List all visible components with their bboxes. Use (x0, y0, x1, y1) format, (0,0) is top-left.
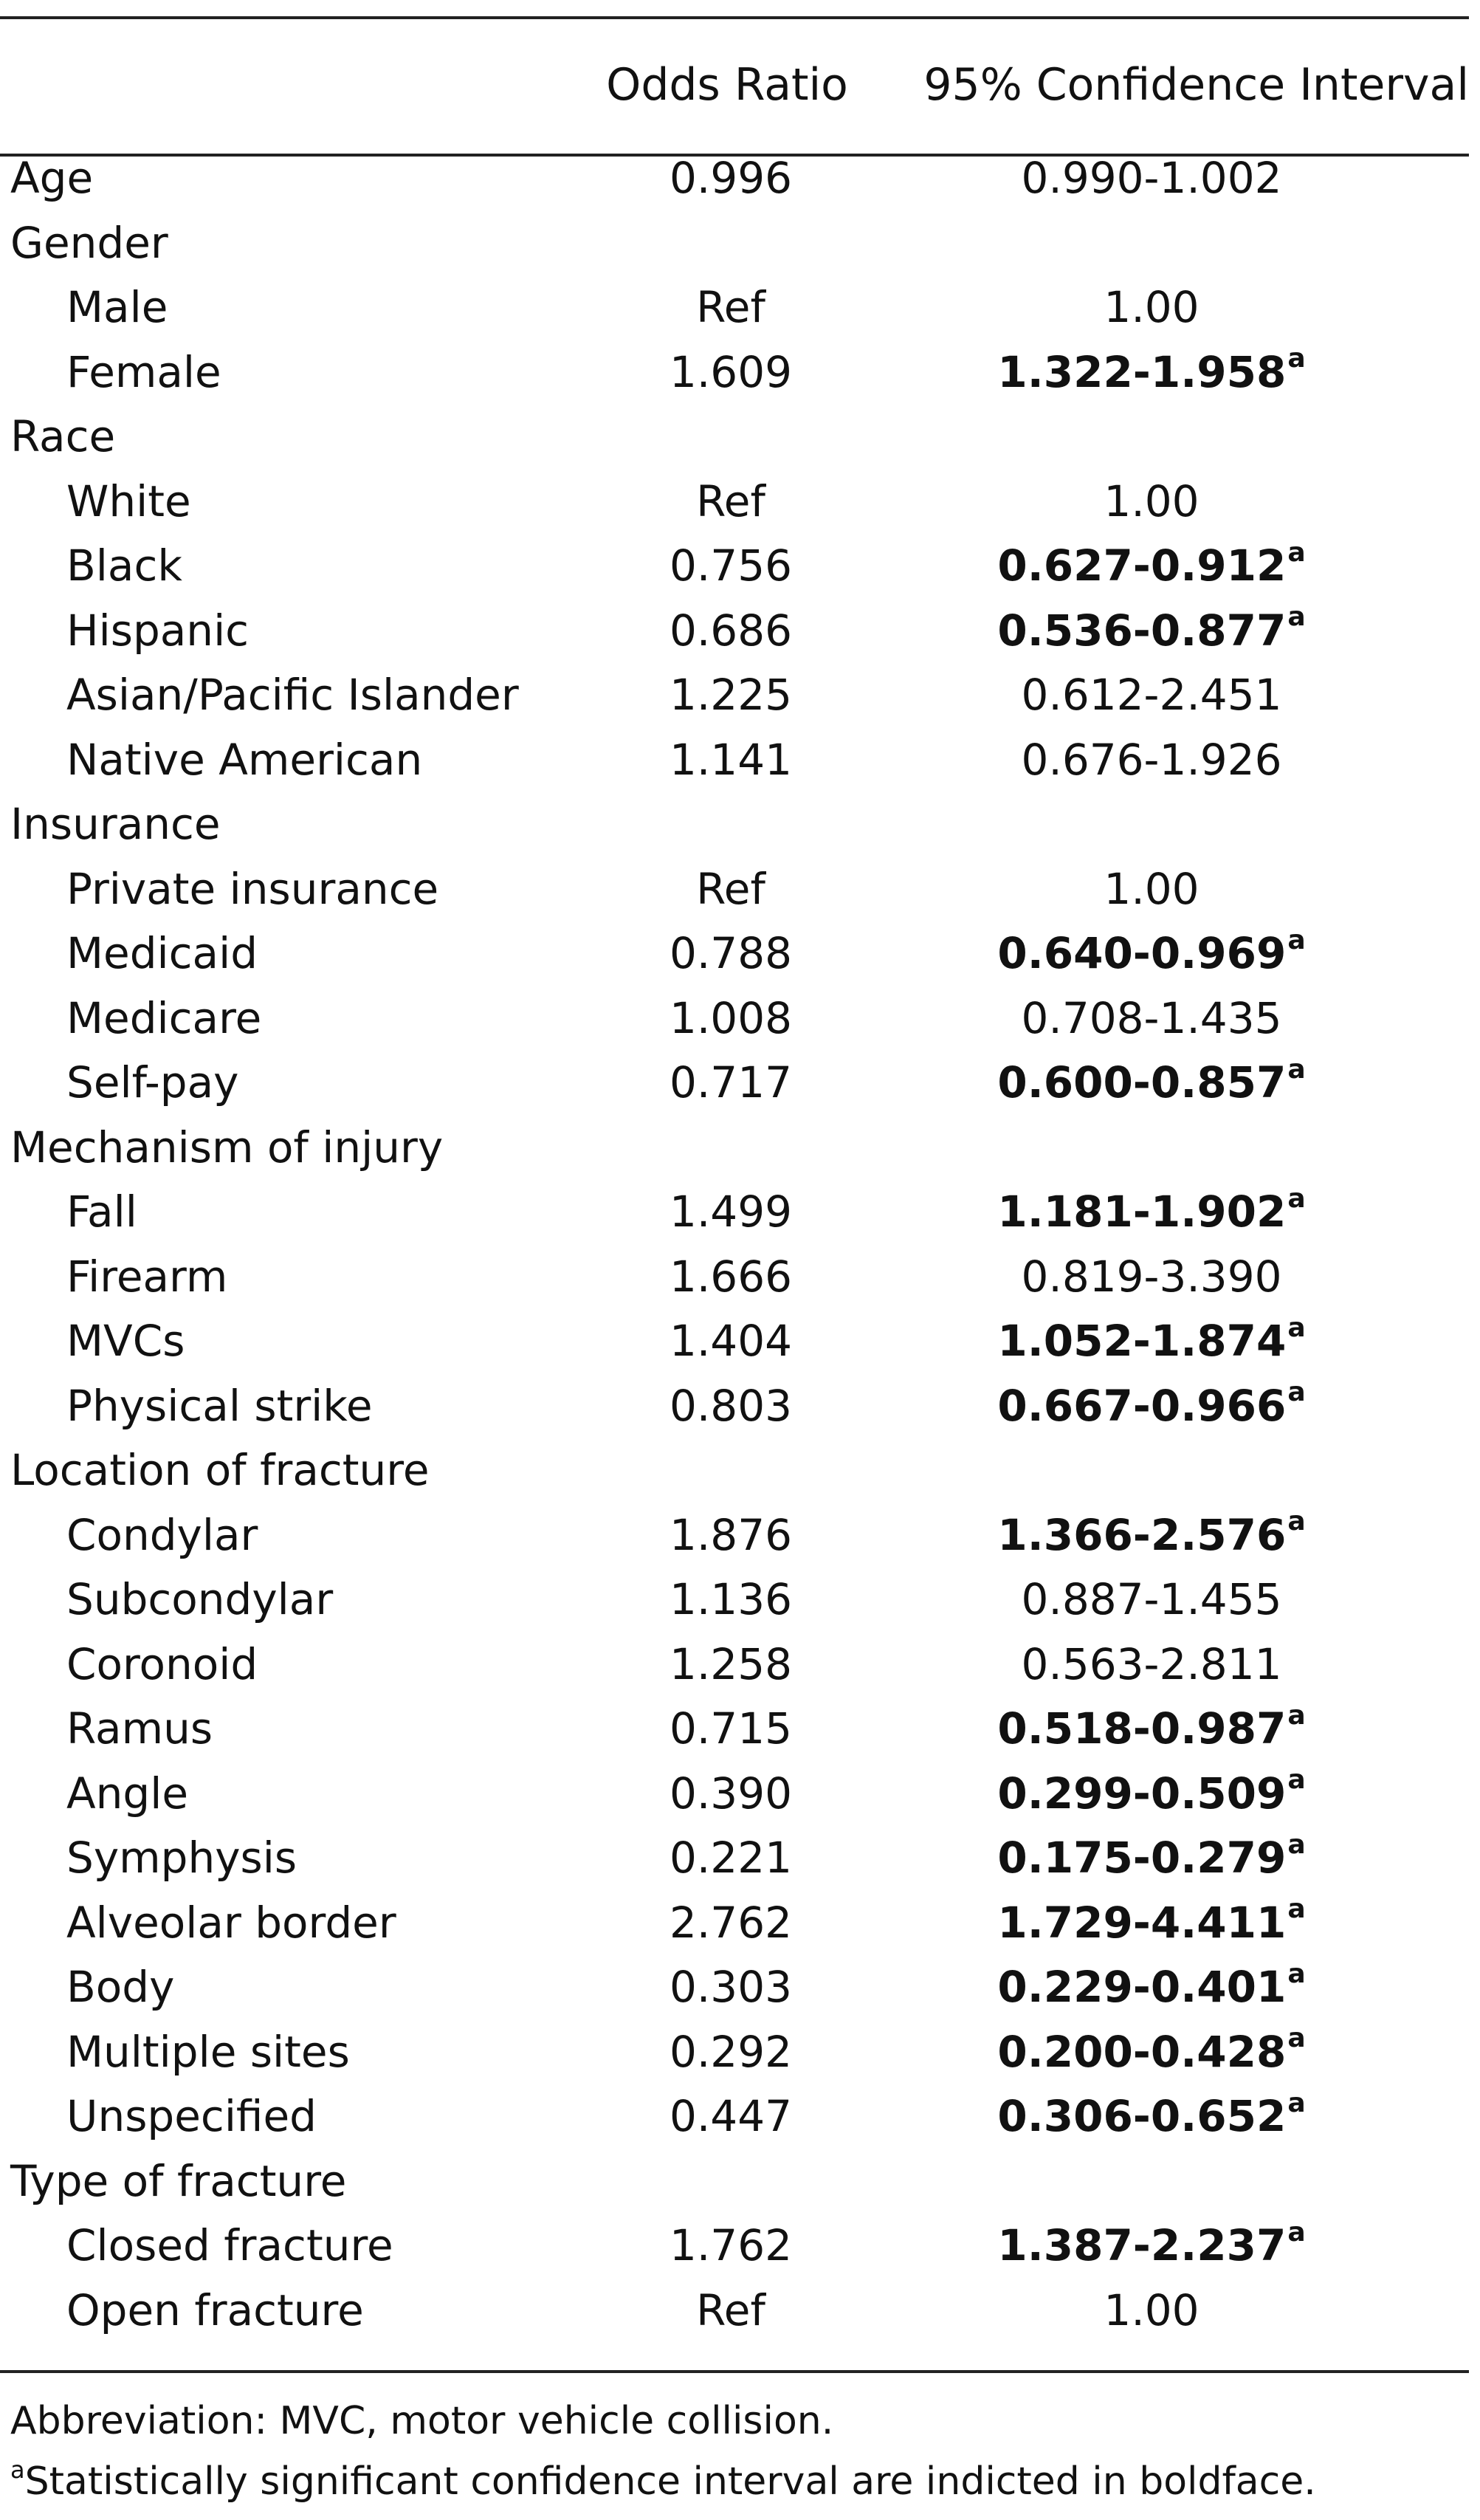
row-odds-ratio: 0.803 (669, 1380, 793, 1431)
significance-marker: a (1287, 1377, 1306, 1408)
row-confidence-interval (886, 2279, 1417, 2344)
footnote-marker: a (10, 2455, 25, 2484)
significance-marker: a (1287, 1765, 1306, 1796)
row-label: White (66, 475, 191, 526)
row-ci-value: 1.366-2.576 (997, 1509, 1287, 1560)
table-footnotes (10, 2391, 1464, 2512)
row-label: Closed fracture (66, 2220, 393, 2270)
table-row (0, 2214, 1469, 2279)
row-label: Body (66, 1962, 175, 2012)
table-group-row (0, 2149, 1469, 2214)
table-group-row (0, 1438, 1469, 1503)
table-row (0, 1309, 1469, 1374)
row-ci-value: 0.306-0.652 (997, 2091, 1287, 2141)
row-label: Coronoid (66, 1638, 258, 1689)
row-label: Condylar (66, 1509, 258, 1560)
table-row (0, 857, 1469, 922)
row-label: Ramus (66, 1703, 213, 1754)
table-group-row (0, 211, 1469, 276)
significance-marker: a (1287, 1829, 1306, 1860)
row-ci-value: 0.299-0.509 (997, 1768, 1287, 1819)
row-confidence-interval (886, 2084, 1417, 2149)
row-label: Mechanism of injury (10, 1122, 444, 1173)
row-confidence-interval (886, 1568, 1417, 1632)
footnote-abbreviation: Abbreviation: MVC, motor vehicle collision. (10, 2399, 834, 2443)
table-row (0, 1180, 1469, 1245)
table-top-rule (0, 16, 1469, 19)
row-odds-ratio: 1.666 (669, 1251, 793, 1302)
row-ci-value: 1.00 (1104, 863, 1200, 914)
row-ci-value: 1.729-4.411 (997, 1897, 1287, 1948)
row-ci-value: 0.600-0.857 (997, 1057, 1287, 1108)
row-label: Asian/Pacific Islander (66, 670, 519, 720)
row-odds-ratio: 1.141 (669, 734, 793, 785)
significance-marker: a (1287, 2087, 1306, 2118)
table-row (0, 1374, 1469, 1439)
significance-marker: a (1287, 1312, 1306, 1343)
significance-marker: a (1287, 924, 1306, 955)
row-ci-value: 0.640-0.969 (997, 928, 1287, 978)
significance-marker: a (1287, 1894, 1306, 1925)
row-label: Native American (66, 734, 423, 785)
row-confidence-interval (886, 1891, 1417, 1956)
row-odds-ratio: 0.996 (669, 153, 793, 203)
row-ci-value: 1.387-2.237 (997, 2220, 1287, 2270)
row-ci-value: 1.00 (1104, 2284, 1200, 2335)
table-row (0, 1568, 1469, 1632)
significance-marker: a (1287, 602, 1306, 633)
row-confidence-interval (886, 1697, 1417, 1762)
row-confidence-interval (886, 1374, 1417, 1439)
row-ci-value: 0.536-0.877 (997, 605, 1287, 656)
row-odds-ratio: 0.756 (669, 540, 793, 591)
footnote-significance (10, 2451, 1464, 2512)
row-label: Multiple sites (66, 2026, 350, 2077)
row-confidence-interval (886, 146, 1417, 211)
table-row (0, 921, 1469, 986)
row-odds-ratio: Ref (696, 282, 765, 332)
row-label: Age (10, 153, 94, 203)
table-row (0, 275, 1469, 340)
row-label: Alveolar border (66, 1897, 396, 1948)
row-label: Female (66, 346, 221, 397)
row-ci-value: 0.563-2.811 (1021, 1638, 1282, 1689)
table-row (0, 2279, 1469, 2344)
table-row (0, 1245, 1469, 1310)
row-label: Medicare (66, 992, 262, 1043)
significance-marker: a (1287, 1183, 1306, 1214)
table-row (0, 534, 1469, 599)
row-odds-ratio: 1.136 (669, 1574, 793, 1624)
row-ci-value: 0.612-2.451 (1021, 670, 1282, 720)
significance-marker: a (1287, 1054, 1306, 1085)
row-confidence-interval (886, 663, 1417, 728)
table-row (0, 1955, 1469, 2020)
row-odds-ratio: 2.762 (669, 1897, 793, 1948)
significance-marker: a (1287, 2217, 1306, 2248)
row-ci-value: 1.322-1.958 (997, 346, 1287, 397)
row-confidence-interval (886, 1826, 1417, 1891)
row-odds-ratio: 0.390 (669, 1768, 793, 1819)
row-label: Type of fracture (10, 2155, 347, 2206)
significance-marker: a (1287, 1958, 1306, 1989)
row-confidence-interval (886, 2020, 1417, 2085)
row-label: Unspecified (66, 2091, 317, 2141)
significance-marker: a (1287, 1700, 1306, 1731)
row-ci-value: 1.052-1.874 (997, 1316, 1287, 1366)
header-confidence-interval: 95% Confidence Interval (923, 59, 1469, 111)
row-confidence-interval (886, 1180, 1417, 1245)
row-ci-value: 0.990-1.002 (1021, 153, 1282, 203)
row-label: MVCs (66, 1316, 185, 1366)
row-label: Male (66, 282, 168, 332)
row-ci-value: 0.627-0.912 (997, 540, 1287, 591)
row-ci-value: 1.181-1.902 (997, 1187, 1287, 1237)
row-label: Open fracture (66, 2284, 364, 2335)
row-confidence-interval (886, 275, 1417, 340)
row-confidence-interval (886, 2214, 1417, 2279)
row-label: Insurance (10, 799, 221, 849)
row-ci-value: 0.175-0.279 (997, 1833, 1287, 1883)
row-confidence-interval (886, 1762, 1417, 1827)
row-odds-ratio: 0.447 (669, 2091, 793, 2141)
row-odds-ratio: 0.292 (669, 2026, 793, 2077)
row-label: Black (66, 540, 182, 591)
row-confidence-interval (886, 728, 1417, 793)
row-odds-ratio: Ref (696, 863, 765, 914)
row-odds-ratio: 1.225 (669, 670, 793, 720)
footnote-significance-text: Statistically significant confidence interval are indicted in boldface. (24, 2459, 1316, 2504)
table-row (0, 1891, 1469, 1956)
row-odds-ratio: 0.788 (669, 928, 793, 978)
row-label: Physical strike (66, 1380, 373, 1431)
row-ci-value: 0.819-3.390 (1021, 1251, 1282, 1302)
row-confidence-interval (886, 534, 1417, 599)
significance-marker: a (1287, 537, 1306, 568)
row-odds-ratio: 1.008 (669, 992, 793, 1043)
table-row (0, 1762, 1469, 1827)
table-group-row (0, 1116, 1469, 1181)
row-confidence-interval (886, 1245, 1417, 1310)
row-ci-value: 0.676-1.926 (1021, 734, 1282, 785)
row-ci-value: 0.518-0.987 (997, 1703, 1287, 1754)
row-odds-ratio: Ref (696, 475, 765, 526)
row-odds-ratio: 0.303 (669, 1962, 793, 2012)
row-odds-ratio: 1.499 (669, 1187, 793, 1237)
row-odds-ratio: 0.686 (669, 605, 793, 656)
table-row (0, 599, 1469, 664)
significance-marker: a (1287, 343, 1306, 374)
row-ci-value: 0.708-1.435 (1021, 992, 1282, 1043)
row-confidence-interval (886, 1503, 1417, 1568)
table-row (0, 1051, 1469, 1116)
row-confidence-interval (886, 986, 1417, 1051)
row-label: Hispanic (66, 605, 249, 656)
row-odds-ratio: 0.717 (669, 1057, 793, 1108)
significance-marker: a (1287, 2023, 1306, 2054)
row-confidence-interval (886, 599, 1417, 664)
table-row (0, 340, 1469, 405)
table-group-row (0, 792, 1469, 857)
row-odds-ratio: 1.876 (669, 1509, 793, 1560)
row-label: Subcondylar (66, 1574, 334, 1624)
row-ci-value: 1.00 (1104, 282, 1200, 332)
row-label: Firearm (66, 1251, 228, 1302)
table-group-row (0, 146, 1469, 211)
table-row (0, 470, 1469, 535)
row-odds-ratio: 1.258 (669, 1638, 793, 1689)
table-header (0, 44, 1469, 126)
row-confidence-interval (886, 857, 1417, 922)
row-label: Location of fracture (10, 1445, 430, 1495)
row-ci-value: 0.229-0.401 (997, 1962, 1287, 2012)
table-row (0, 2020, 1469, 2085)
row-odds-ratio: 1.762 (669, 2220, 793, 2270)
row-confidence-interval (886, 1955, 1417, 2020)
row-odds-ratio: Ref (696, 2284, 765, 2335)
row-confidence-interval (886, 1632, 1417, 1697)
row-ci-value: 1.00 (1104, 475, 1200, 526)
row-odds-ratio: 1.404 (669, 1316, 793, 1366)
table-row (0, 1697, 1469, 1762)
row-ci-value: 0.667-0.966 (997, 1380, 1287, 1431)
row-label: Symphysis (66, 1833, 297, 1883)
row-confidence-interval (886, 470, 1417, 535)
table-body (0, 146, 1469, 2343)
table-row (0, 986, 1469, 1051)
row-odds-ratio: 1.609 (669, 346, 793, 397)
row-label: Race (10, 411, 116, 461)
table-row (0, 1826, 1469, 1891)
table-row (0, 728, 1469, 793)
row-confidence-interval (886, 921, 1417, 986)
table-row (0, 1503, 1469, 1568)
row-confidence-interval (886, 1051, 1417, 1116)
row-confidence-interval (886, 1309, 1417, 1374)
row-label: Medicaid (66, 928, 258, 978)
row-label: Gender (10, 217, 168, 268)
row-odds-ratio: 0.715 (669, 1703, 793, 1754)
table-row (0, 663, 1469, 728)
table-row (0, 1632, 1469, 1697)
row-odds-ratio: 0.221 (669, 1833, 793, 1883)
table-group-row (0, 405, 1469, 470)
row-confidence-interval (886, 340, 1417, 405)
row-ci-value: 0.887-1.455 (1021, 1574, 1282, 1624)
header-odds-ratio: Odds Ratio (606, 59, 848, 111)
table-row (0, 2084, 1469, 2149)
row-ci-value: 0.200-0.428 (997, 2026, 1287, 2077)
table-bottom-rule (0, 2370, 1469, 2373)
row-label: Self-pay (66, 1057, 239, 1108)
row-label: Fall (66, 1187, 137, 1237)
row-label: Private insurance (66, 863, 439, 914)
significance-marker: a (1287, 1506, 1306, 1537)
row-label: Angle (66, 1768, 189, 1819)
